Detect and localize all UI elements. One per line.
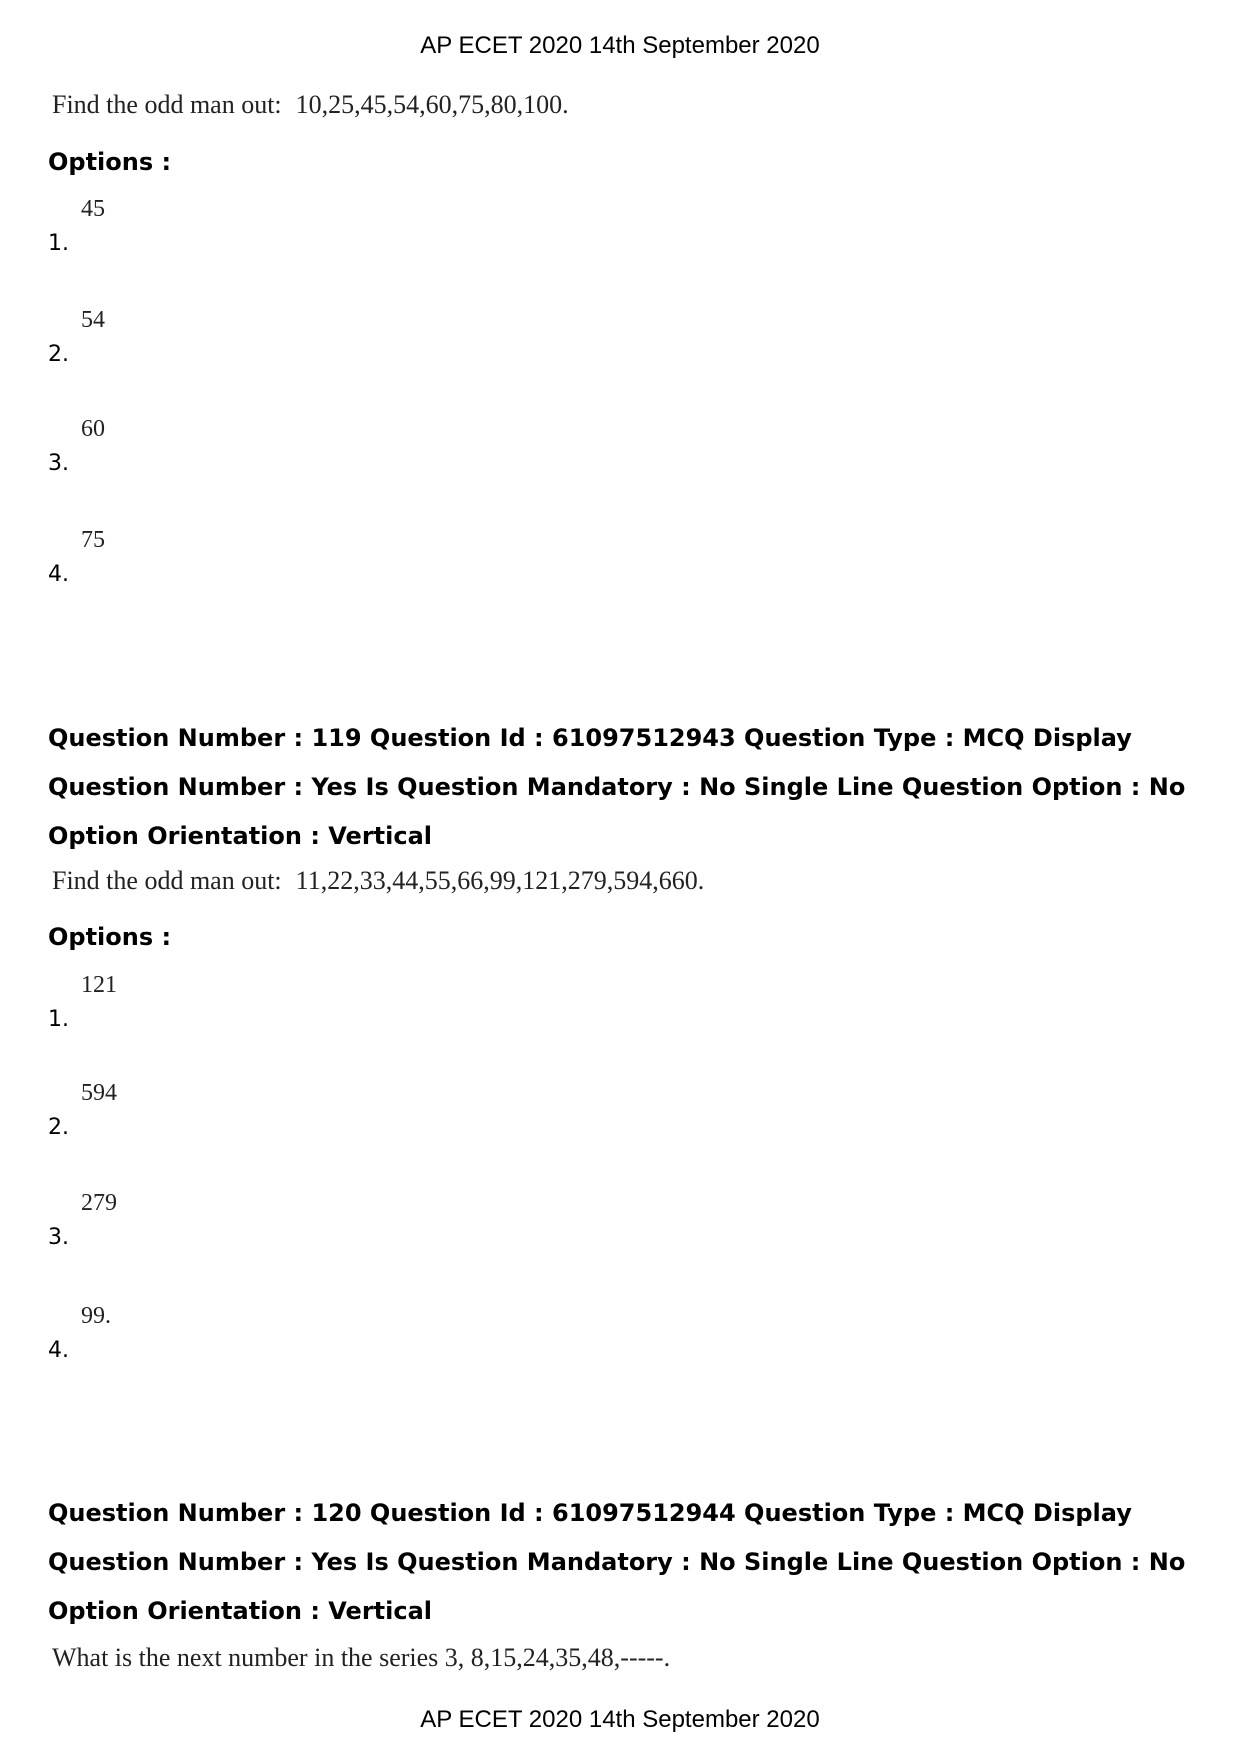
question-119-options-label: Options : <box>48 923 172 951</box>
question-120-meta: Question Number : 120 Question Id : 61097512944 Question Type : MCQ Display Question Number : Yes Is Question Mandatory : No Single Line Question Option : No Option Orientation : Vertical <box>48 1499 1186 1625</box>
question-118-options-label: Options : <box>48 148 172 176</box>
question-118-option-1 <box>48 196 448 256</box>
question-119-option-2 <box>48 1080 448 1140</box>
option-value: 45 <box>81 196 105 222</box>
option-value: 594 <box>81 1080 117 1106</box>
option-value: 121 <box>81 972 117 998</box>
question-119-prompt: Find the odd man out: <box>52 866 282 895</box>
question-118-text <box>52 90 569 120</box>
question-119-meta: Question Number : 119 Question Id : 61097512943 Question Type : MCQ Display Question Number : Yes Is Question Mandatory : No Single Line Question Option : No Option Orientation : Vertical <box>48 724 1186 850</box>
question-118-option-4 <box>48 527 448 587</box>
option-number: 3. <box>48 451 69 476</box>
option-number: 3. <box>48 1225 69 1250</box>
question-118-prompt: Find the odd man out: <box>52 90 282 119</box>
question-119-sequence: 11,22,33,44,55,66,99,121,279,594,660. <box>295 866 705 895</box>
option-number: 1. <box>48 231 69 256</box>
page-footer: AP ECET 2020 14th September 2020 <box>420 1706 820 1733</box>
option-value: 60 <box>81 416 105 442</box>
option-value: 54 <box>81 307 105 333</box>
page-header: AP ECET 2020 14th September 2020 <box>420 32 820 59</box>
option-number: 2. <box>48 342 69 367</box>
question-120-text: What is the next number in the series 3, 8,15,24,35,48,-----. <box>52 1643 671 1672</box>
option-value: 99. <box>81 1303 111 1329</box>
question-119-option-1 <box>48 972 448 1032</box>
question-118-sequence: 10,25,45,54,60,75,80,100. <box>295 90 569 119</box>
option-value: 279 <box>81 1190 117 1216</box>
question-118-option-3 <box>48 416 448 476</box>
question-119-option-4 <box>48 1303 448 1363</box>
question-118-option-2 <box>48 307 448 367</box>
option-number: 4. <box>48 562 69 587</box>
question-119-option-3 <box>48 1190 448 1250</box>
option-value: 75 <box>81 527 105 553</box>
option-number: 4. <box>48 1338 69 1363</box>
option-number: 1. <box>48 1007 69 1032</box>
question-119-text <box>52 866 704 896</box>
option-number: 2. <box>48 1115 69 1140</box>
